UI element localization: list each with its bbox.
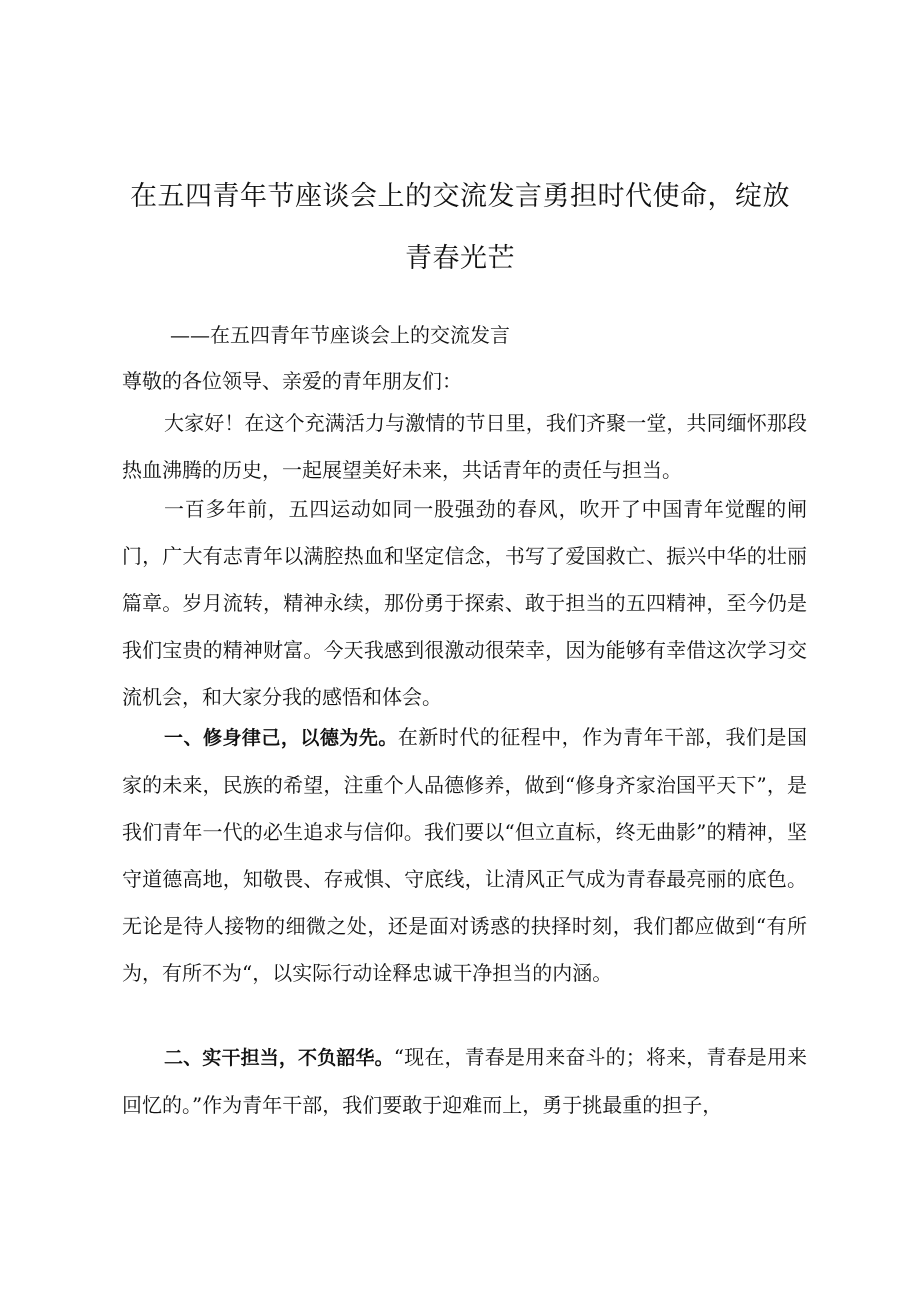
paragraph-text: 大家好！在这个充满活力与激情的节日里，我们齐聚一堂，共同缅怀那段热血沸腾的历史，一起展望美好未来，共话青年的责任与担当。: [122, 411, 807, 482]
title-line-1: 在五四青年节座谈会上的交流发言勇担时代使命，绽放: [130, 181, 790, 212]
section-heading: 一、修身律己，以德为先。: [164, 727, 398, 749]
document-title: [120, 166, 800, 290]
document-subtitle: ——在五四青年节座谈会上的交流发言: [170, 323, 510, 347]
paragraph-text: 在新时代的征程中，作为青年干部，我们是国家的未来，民族的希望，注重个人品德修养，做到“修身齐家治国平天下”，是我们青年一代的必生追求与信仰。我们要以“但立直标，终无曲影”的精神，坚守道德高地，知敬畏、存戒惧、守底线，让清风正气成为青春最亮丽的底色。无论是待人接物的细微之处，还是面对诱惑的抉择时刻，我们都应做到“有所为，有所不为“，以实际行动诠释忠诚干净担当的内涵。: [122, 725, 807, 985]
salutation: 尊敬的各位领导、亲爱的青年朋友们：: [122, 369, 462, 393]
paragraph-history: [122, 486, 807, 721]
section-heading: 二、实干担当，不负韶华。: [164, 1047, 394, 1069]
paragraph-section-2: [122, 1034, 807, 1129]
title-line-2: 青春光芒: [405, 243, 515, 274]
paragraph-text: 一百多年前，五四运动如同一股强劲的春风，吹开了中国青年觉醒的闸门，广大有志青年以满腔热血和坚定信念，书写了爱国救亡、振兴中华的壮丽篇章。岁月流转，精神永续，那份勇于探索、敢于担当的五四精神，至今仍是我们宝贵的精神财富。今天我感到很激动很荣幸，因为能够有幸借这次学习交流机会，和大家分我的感悟和体会。: [122, 497, 807, 709]
paragraph-text: “现在，青春是用来奋斗的；将来，青春是用来回忆的。”作为青年干部，我们要敢于迎难而上，勇于挑最重的担子，: [122, 1045, 807, 1117]
paragraph-section-1: [122, 714, 807, 997]
paragraph-greeting: [122, 400, 807, 494]
